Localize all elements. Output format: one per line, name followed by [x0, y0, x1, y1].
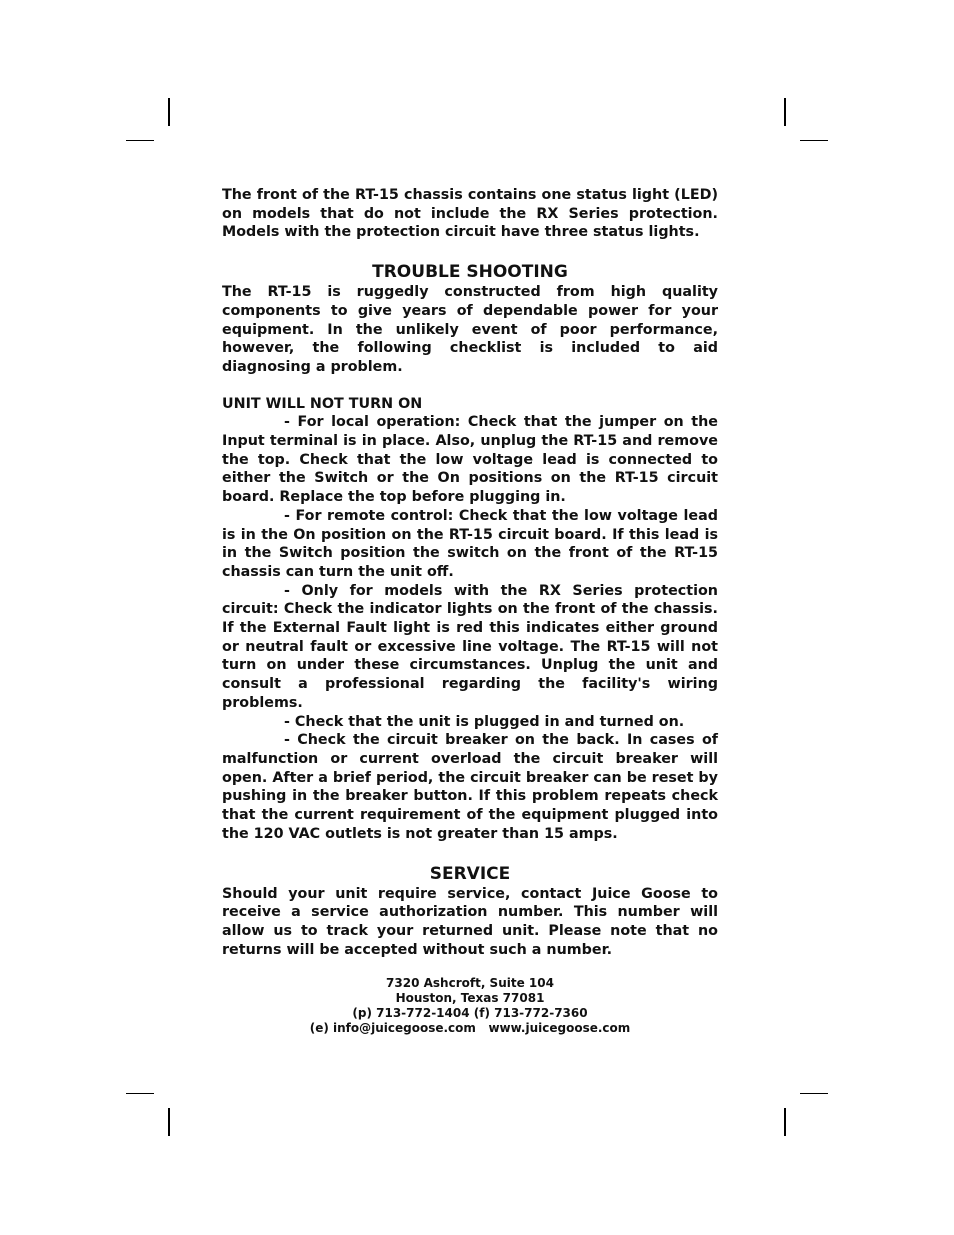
- checklist-item: - Check that the unit is plugged in and turned on.: [284, 713, 685, 730]
- service-heading: SERVICE: [429, 863, 511, 884]
- crop-mark-top-right-vertical: [784, 98, 786, 126]
- checklist-item: - Only for models with the RX Series protection circuit: Check the indicator lights on the front of the chassis. If the External Fault light is red this indicates either ground or neutral fault or excessive line voltage. The RT-15 will not turn on under these circumstances. Unplug the unit and consult a professional regarding the facility's wiring problems.: [222, 582, 718, 711]
- footer-phone-fax: (p) 713-772-1404 (f) 713-772-7360: [352, 1006, 588, 1020]
- crop-mark-bottom-left-vertical: [168, 1108, 170, 1136]
- footer-address-line-1: 7320 Ashcroft, Suite 104: [386, 976, 554, 990]
- intro-paragraph: The front of the RT-15 chassis contains one status light (LED) on models that do not include the RX Series protection. Models with the protection circuit have three status lights.: [222, 187, 718, 241]
- troubleshooting-heading: TROUBLE SHOOTING: [372, 262, 568, 283]
- crop-mark-bottom-left-horizontal: [126, 1093, 154, 1094]
- checklist-item: - For remote control: Check that the low voltage lead is in the On position on the RT-15 circuit board. If this lead is in the Switch position the switch on the front of the RT-15 chassis can turn the unit off.: [222, 507, 718, 580]
- service-paragraph: Should your unit require service, contact Juice Goose to receive a service authorization number. This number will allow us to track your returned unit. Please note that no returns will be accepted without such a number.: [222, 885, 718, 958]
- crop-mark-top-left-vertical: [168, 98, 170, 126]
- checklist-item: - Check the circuit breaker on the back. In cases of malfunction or current overload the circuit breaker will open. After a brief period, the circuit breaker can be reset by pushing in the breaker button. If this problem repeats check that the current requirement of the equipment plugged into the 120 VAC outlets is not greater than 15 amps.: [222, 732, 718, 842]
- crop-mark-bottom-right-horizontal: [800, 1093, 828, 1094]
- troubleshooting-intro: The RT-15 is ruggedly constructed from high quality components to give years of dependable power for your equipment. In the unlikely event of poor performance, however, the following checklist is included to aid diagnosing a problem.: [222, 284, 718, 375]
- checklist-item: - For local operation: Check that the jumper on the Input terminal is in place. Also, unplug the RT-15 and remove the top. Check that the low voltage lead is connected to either the Switch or the On positions on the RT-15 circuit board. Replace the top before plugging in.: [222, 414, 718, 506]
- footer-email-website: (e) info@juicegoose.com www.juicegoose.com: [309, 1021, 631, 1035]
- page-content: [222, 186, 718, 959]
- crop-mark-bottom-right-vertical: [784, 1108, 786, 1136]
- troubleshooting-subheading: UNIT WILL NOT TURN ON: [222, 395, 423, 412]
- crop-mark-top-right-horizontal: [800, 140, 828, 141]
- crop-mark-top-left-horizontal: [126, 140, 154, 141]
- footer-address-line-2: Houston, Texas 77081: [395, 991, 545, 1005]
- contact-footer: [222, 976, 718, 1036]
